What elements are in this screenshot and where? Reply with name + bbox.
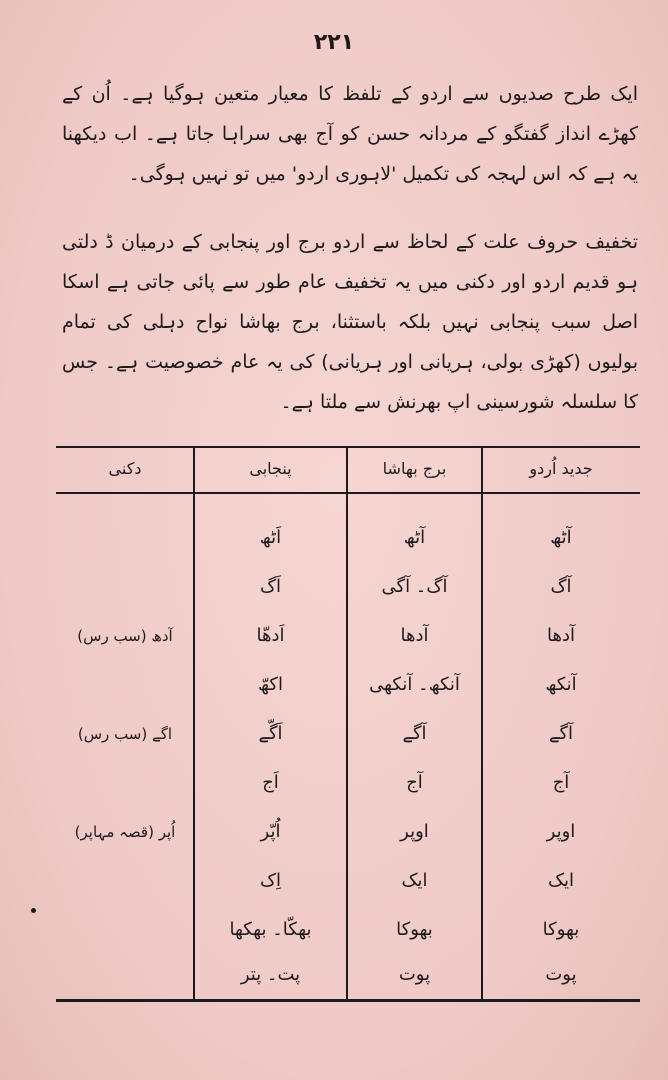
cell-braj-bhasha: آٹھ [403,527,426,548]
paragraph-text: ایک طرح صدیوں سے اردو کے تلفظ کا معیار متعین ہوگیا ہے۔ اُن کے کھڑے انداز گفتگو کے مردانہ حسن کو آج بھی سراہا جاتا ہے۔ اب دیکھنا یہ ہے کہ اس لہجہ کی تکمیل 'لاہوری اردو' میں تو نہیں ہوگی۔ [62,83,638,185]
header-punjabi: پنجابی [249,459,292,478]
table-row [56,866,640,896]
cell-modern-urdu: آٹھ [550,527,572,548]
cell-braj-bhasha: آج [406,772,423,793]
table-row [56,960,640,990]
cell-punjabi: اَگّے [258,723,283,744]
header-modern-urdu: جدید اُردو [529,459,593,478]
cell-dakni: اُپر (قصہ مہاپر) [74,823,176,841]
cell-modern-urdu: آگ [550,576,572,597]
cell-modern-urdu: اوپر [546,821,576,842]
cell-dakni [56,670,194,700]
table-row [56,768,640,798]
cell-braj-bhasha: پوت [398,964,431,985]
table-row [56,523,640,553]
paragraph-2 [62,222,638,422]
cell-punjabi: اَدھّا [256,625,285,646]
cell-dakni [56,572,194,602]
table-row [56,817,640,847]
cell-punjabi: اِک [259,870,282,891]
cell-punjabi: بھکّا۔ بھکھا [229,919,312,940]
cell-dakni: آدھ (سب رس) [77,627,173,645]
cell-modern-urdu: آنکھ [545,674,577,695]
cell-braj-bhasha: آگے [402,723,427,744]
page-number: ۲۲۱ [313,30,355,55]
cell-dakni [56,768,194,798]
cell-dakni [56,523,194,553]
cell-braj-bhasha: ایک [401,870,428,891]
table-bottom-rule [56,999,640,1002]
cell-modern-urdu: پوت [545,964,577,985]
cell-braj-bhasha: اوپر [400,821,429,842]
stray-ink-dot [31,908,36,913]
cell-modern-urdu: بھوکا [542,919,580,940]
cell-dakni [56,915,194,945]
cell-braj-bhasha: آنکھ۔ آنکھی [369,674,460,695]
cell-punjabi: اکھّ [258,674,283,695]
table-row [56,719,640,749]
header-braj-bhasha: برج بھاشا [382,459,447,478]
paragraph-1 [62,74,638,194]
cell-punjabi: اَٹھ [259,527,282,548]
comparison-table [56,446,640,1002]
cell-dakni: اگے (سب رس) [77,725,173,743]
cell-punjabi: اَگ [259,576,282,597]
cell-braj-bhasha: بھوکا [396,919,433,940]
cell-braj-bhasha: آدھا [400,625,429,646]
table-header-row [56,454,640,486]
table-top-rule [56,446,640,448]
paragraph-text: تخفیف حروف علت کے لحاظ سے اردو برج اور پنجابی کے درمیان ڈ دلتی ہو قدیم اردو اور دکنی میں یہ تخفیف عام طور سے پائی جاتی ہے اسکا اصل سبب پنجابی نہیں بلکہ باستثنا، برج بھاشا نواح دہلی کی تمام بولیوں (کھڑی بولی، ہریانی اور ہریانی) کی یہ عام خصوصیت ہے۔ جس کا سلسلہ شورسینی اپ بھرنش سے ملتا ہے۔ [62,231,638,413]
cell-braj-bhasha: آگ۔ آگی [381,576,448,597]
table-row [56,670,640,700]
cell-modern-urdu: ایک [547,870,575,891]
cell-punjabi: پت۔ پتر [240,964,301,985]
cell-punjabi: اُپّر [260,821,281,842]
cell-modern-urdu: آگے [548,723,574,744]
table-row [56,572,640,602]
cell-modern-urdu: آج [552,772,570,793]
cell-punjabi: اَج [262,772,279,793]
cell-modern-urdu: آدھا [547,625,575,646]
header-dakni: دکنی [108,459,142,478]
table-row [56,621,640,651]
cell-dakni [56,960,194,990]
table-header-rule [56,492,640,494]
cell-dakni [56,866,194,896]
table-row [56,915,640,945]
